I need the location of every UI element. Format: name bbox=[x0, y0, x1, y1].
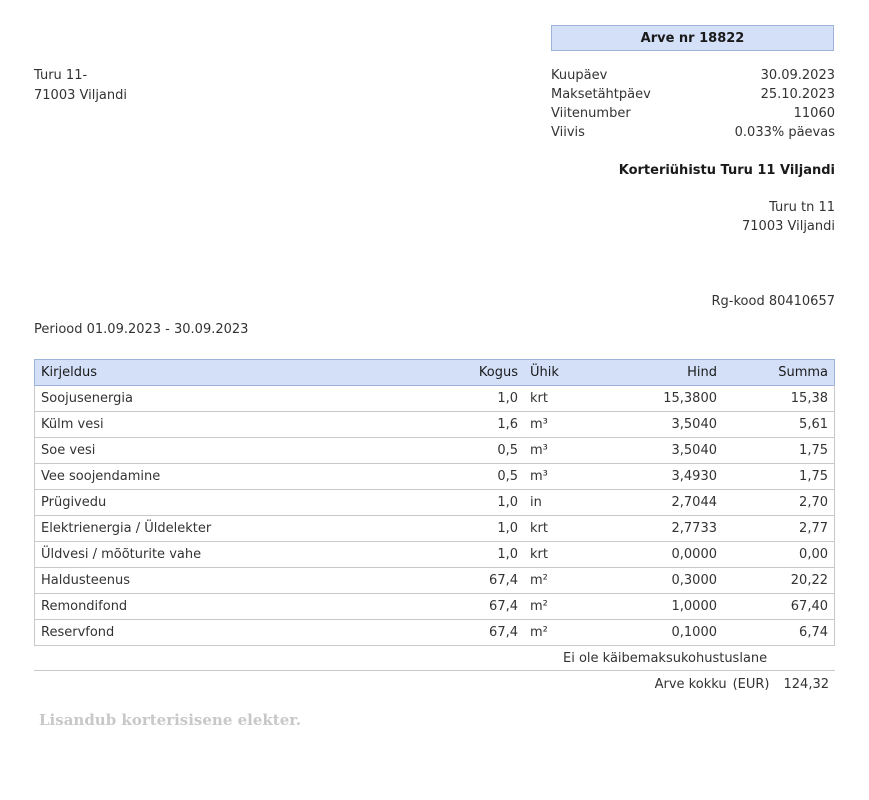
cell-quantity: 67,4 bbox=[457, 568, 524, 594]
cell-price: 15,3800 bbox=[581, 386, 723, 412]
cell-unit: m² bbox=[524, 568, 581, 594]
cell-sum: 6,74 bbox=[723, 620, 835, 646]
cell-unit: m³ bbox=[524, 412, 581, 438]
cell-sum: 2,77 bbox=[723, 516, 835, 542]
cell-price: 1,0000 bbox=[581, 594, 723, 620]
total-value: 124,32 bbox=[783, 677, 829, 692]
col-sum: Summa bbox=[723, 360, 835, 386]
table-row bbox=[35, 438, 835, 464]
cell-unit: m² bbox=[524, 594, 581, 620]
field-value: 30.09.2023 bbox=[760, 68, 835, 83]
cell-quantity: 0,5 bbox=[457, 464, 524, 490]
table-row bbox=[35, 594, 835, 620]
table-row bbox=[35, 568, 835, 594]
cell-quantity: 1,0 bbox=[457, 542, 524, 568]
invoice-title: Arve nr 18822 bbox=[551, 25, 834, 51]
cell-description: Remondifond bbox=[35, 594, 458, 620]
table-row bbox=[35, 412, 835, 438]
cell-price: 0,3000 bbox=[581, 568, 723, 594]
cell-price: 3,4930 bbox=[581, 464, 723, 490]
col-description: Kirjeldus bbox=[35, 360, 458, 386]
field-value: 25.10.2023 bbox=[760, 87, 835, 102]
field-value: 11060 bbox=[793, 106, 835, 121]
invoice-field-due-date bbox=[551, 85, 835, 104]
cell-quantity: 1,0 bbox=[457, 516, 524, 542]
invoice-field-penalty bbox=[551, 123, 835, 142]
cell-unit: krt bbox=[524, 386, 581, 412]
billing-period: Periood 01.09.2023 - 30.09.2023 bbox=[34, 322, 249, 337]
cell-sum: 1,75 bbox=[723, 464, 835, 490]
table-header-row bbox=[35, 360, 835, 386]
cell-price: 0,0000 bbox=[581, 542, 723, 568]
recipient-address-line1: Turu 11- bbox=[34, 68, 88, 83]
cell-unit: m² bbox=[524, 620, 581, 646]
cell-price: 2,7044 bbox=[581, 490, 723, 516]
table-row bbox=[35, 620, 835, 646]
cell-unit: krt bbox=[524, 516, 581, 542]
issuer-name: Korteriühistu Turu 11 Viljandi bbox=[618, 163, 835, 178]
invoice-field-reference bbox=[551, 104, 835, 123]
cell-sum: 2,70 bbox=[723, 490, 835, 516]
cell-quantity: 1,6 bbox=[457, 412, 524, 438]
cell-description: Vee soojendamine bbox=[35, 464, 458, 490]
cell-description: Prügivedu bbox=[35, 490, 458, 516]
cell-sum: 67,40 bbox=[723, 594, 835, 620]
table-row bbox=[35, 386, 835, 412]
additional-note: Lisandub korterisisene elekter. bbox=[39, 711, 301, 729]
cell-description: Haldusteenus bbox=[35, 568, 458, 594]
cell-quantity: 1,0 bbox=[457, 490, 524, 516]
cell-sum: 15,38 bbox=[723, 386, 835, 412]
field-label: Maksetähtpäev bbox=[551, 87, 651, 102]
cell-description: Reservfond bbox=[35, 620, 458, 646]
cell-quantity: 67,4 bbox=[457, 594, 524, 620]
cell-description: Elektrienergia / Üldelekter bbox=[35, 516, 458, 542]
cell-quantity: 0,5 bbox=[457, 438, 524, 464]
cell-quantity: 1,0 bbox=[457, 386, 524, 412]
total-label: Arve kokku bbox=[654, 677, 727, 692]
field-label: Viitenumber bbox=[551, 106, 631, 121]
table-row bbox=[35, 490, 835, 516]
total-currency: (EUR) bbox=[732, 677, 770, 692]
cell-price: 3,5040 bbox=[581, 438, 723, 464]
invoice-field-date bbox=[551, 66, 835, 85]
cell-unit: krt bbox=[524, 542, 581, 568]
cell-price: 3,5040 bbox=[581, 412, 723, 438]
cell-unit: m³ bbox=[524, 438, 581, 464]
col-price: Hind bbox=[581, 360, 723, 386]
recipient-address-line2: 71003 Viljandi bbox=[34, 88, 127, 103]
invoice-items-table bbox=[34, 359, 835, 646]
invoice-total bbox=[655, 677, 829, 692]
cell-sum: 5,61 bbox=[723, 412, 835, 438]
cell-price: 2,7733 bbox=[581, 516, 723, 542]
table-row bbox=[35, 464, 835, 490]
issuer-street: Turu tn 11 bbox=[769, 200, 835, 215]
field-value: 0.033% päevas bbox=[734, 125, 835, 140]
col-quantity: Kogus bbox=[457, 360, 524, 386]
cell-description: Külm vesi bbox=[35, 412, 458, 438]
col-unit: Ühik bbox=[524, 360, 581, 386]
cell-sum: 0,00 bbox=[723, 542, 835, 568]
issuer-city: 71003 Viljandi bbox=[742, 219, 835, 234]
cell-unit: m³ bbox=[524, 464, 581, 490]
cell-description: Üldvesi / mõõturite vahe bbox=[35, 542, 458, 568]
issuer-reg-code: Rg-kood 80410657 bbox=[711, 294, 835, 309]
cell-sum: 20,22 bbox=[723, 568, 835, 594]
cell-price: 0,1000 bbox=[581, 620, 723, 646]
cell-sum: 1,75 bbox=[723, 438, 835, 464]
vat-note: Ei ole käibemaksukohustuslane bbox=[563, 651, 768, 666]
table-row bbox=[35, 542, 835, 568]
footer-divider bbox=[34, 670, 835, 671]
table-row bbox=[35, 516, 835, 542]
field-label: Viivis bbox=[551, 125, 585, 140]
field-label: Kuupäev bbox=[551, 68, 608, 83]
cell-unit: in bbox=[524, 490, 581, 516]
cell-quantity: 67,4 bbox=[457, 620, 524, 646]
cell-description: Soojusenergia bbox=[35, 386, 458, 412]
cell-description: Soe vesi bbox=[35, 438, 458, 464]
